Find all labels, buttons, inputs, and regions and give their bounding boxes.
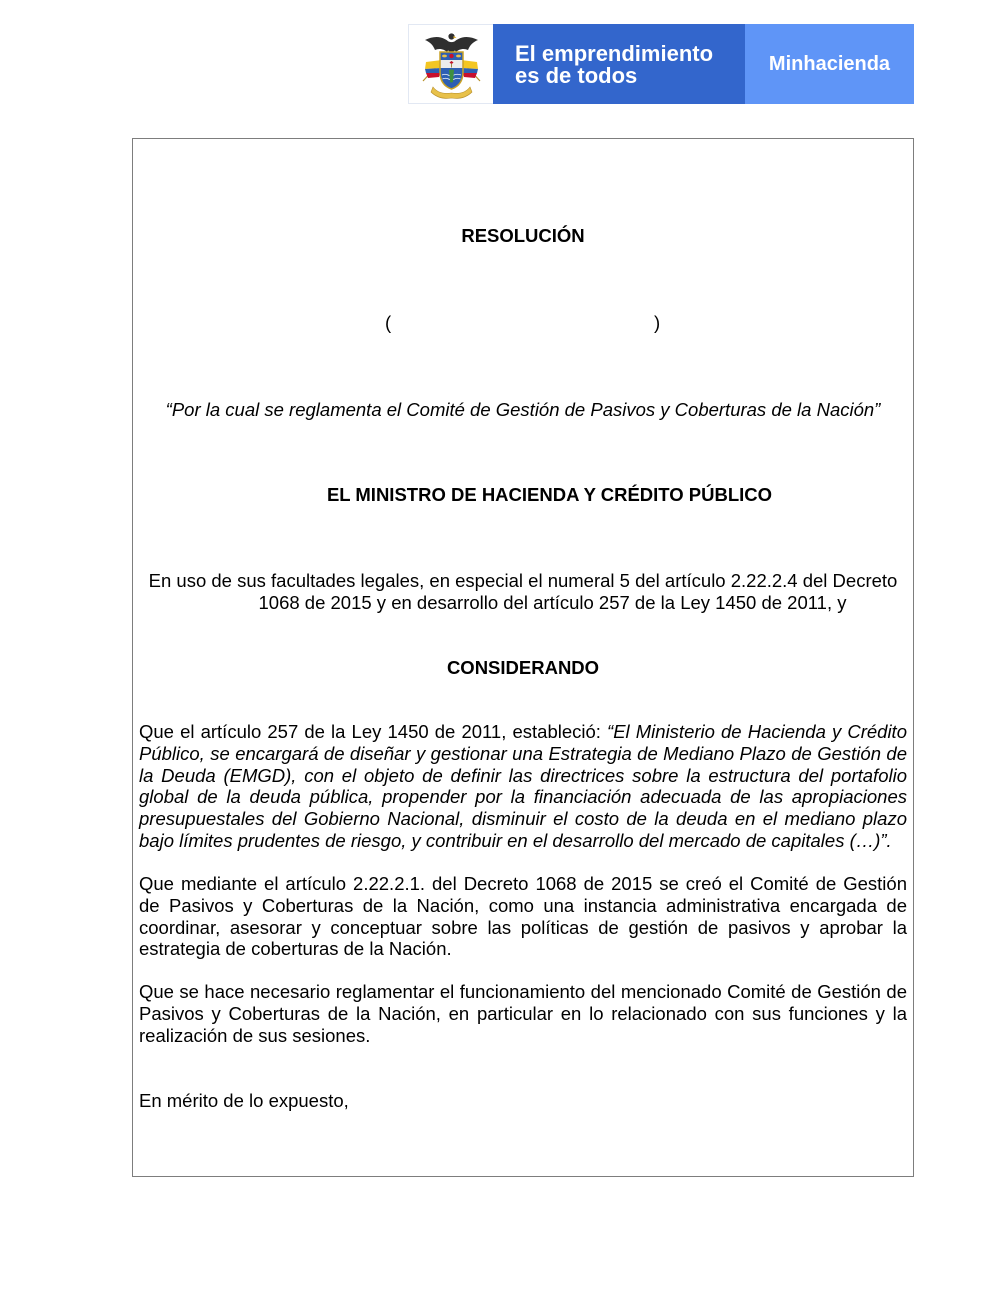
- resolution-frame: [132, 138, 914, 1177]
- paragraph-line: [139, 721, 907, 743]
- shield: [440, 52, 463, 89]
- quote-text: presupuestales del Gobierno Nacional, disminuir el costo de la deuda en el mediano plazo: [139, 808, 907, 830]
- quote-text: Público, se encargará de diseñar y gestionar una Estrategia de Mediano Plazo de Gestión de: [139, 742, 907, 764]
- consideration-1: [139, 721, 907, 852]
- paragraph-line: coordinar, asesorar y conceptuar sobre las políticas de gestión de pasivos y aprobar la: [139, 916, 907, 938]
- closing-phrase: En mérito de lo expuesto,: [139, 1090, 349, 1111]
- ministry-banner: [408, 24, 914, 104]
- paragraph-line: Que mediante el artículo 2.22.2.1. del Decreto 1068 de 2015 se creó el Comité de Gestión: [139, 873, 907, 894]
- paragraph-line: [139, 743, 907, 765]
- quote-text: bajo límites prudentes de riesgo, y contribuir en el desarrollo del mercado de capitales (…)”.: [139, 829, 892, 851]
- paragraph-line: Que se hace necesario reglamentar el funcionamiento del mencionado Comité de Gestión de: [139, 981, 907, 1002]
- number-close-paren: ): [654, 312, 661, 333]
- consideration-3: [139, 981, 907, 1046]
- powers-line-2: 1068 de 2015 y en desarrollo del artículo 257 de la Ley 1450 de 2011, y: [258, 592, 847, 613]
- slogan-line-1: El emprendimiento: [515, 41, 714, 66]
- paragraph-line: [139, 765, 907, 787]
- consideration-lead: Que el artículo 257 de la Ley 1450 de 2011, estableció:: [139, 721, 608, 742]
- quote-text: “El Ministerio de Hacienda y Crédito: [607, 721, 907, 742]
- issuer-heading: EL MINISTRO DE HACIENDA Y CRÉDITO PÚBLICO: [326, 484, 773, 505]
- paragraph-line: realización de sus sesiones.: [139, 1024, 371, 1046]
- slogan-panel: [493, 24, 745, 104]
- brand-panel: [745, 24, 914, 104]
- quote-text: global de la deuda pública, propender por la financiación adecuada de las apropiaciones: [139, 786, 907, 808]
- document-subject: “Por la cual se reglamenta el Comité de Gestión de Pasivos y Coberturas de la Nación”: [165, 399, 881, 420]
- powers-line-1: En uso de sus facultades legales, en especial el numeral 5 del artículo 2.22.2.4 del Decreto: [148, 570, 898, 591]
- consideration-2: [139, 873, 907, 960]
- paragraph-line: Pasivos y Coberturas de la Nación, en particular en lo relacionado con sus funciones y la: [139, 1002, 907, 1024]
- slogan-line-2: es de todos: [515, 63, 638, 88]
- brand-name: Minhacienda: [768, 52, 891, 75]
- paragraph-line: de Pasivos y Coberturas de la Nación, como una instancia administrativa encargada de: [139, 894, 907, 916]
- condor: [425, 33, 478, 52]
- colombia-coat-of-arms-icon: [409, 25, 494, 103]
- number-open-paren: (: [385, 312, 392, 333]
- considering-heading: CONSIDERANDO: [446, 657, 600, 678]
- paragraph-line: [139, 808, 907, 830]
- quote-text: la Deuda (EMGD), con el objeto de definir las directrices sobre la estructura del portafolio: [139, 764, 907, 786]
- paragraph-line: estrategia de coberturas de la Nación.: [139, 938, 452, 960]
- emblem-panel: [408, 24, 493, 104]
- paragraph-line: [139, 786, 907, 808]
- paragraph-line: [139, 830, 907, 852]
- document-title: RESOLUCIÓN: [461, 225, 585, 246]
